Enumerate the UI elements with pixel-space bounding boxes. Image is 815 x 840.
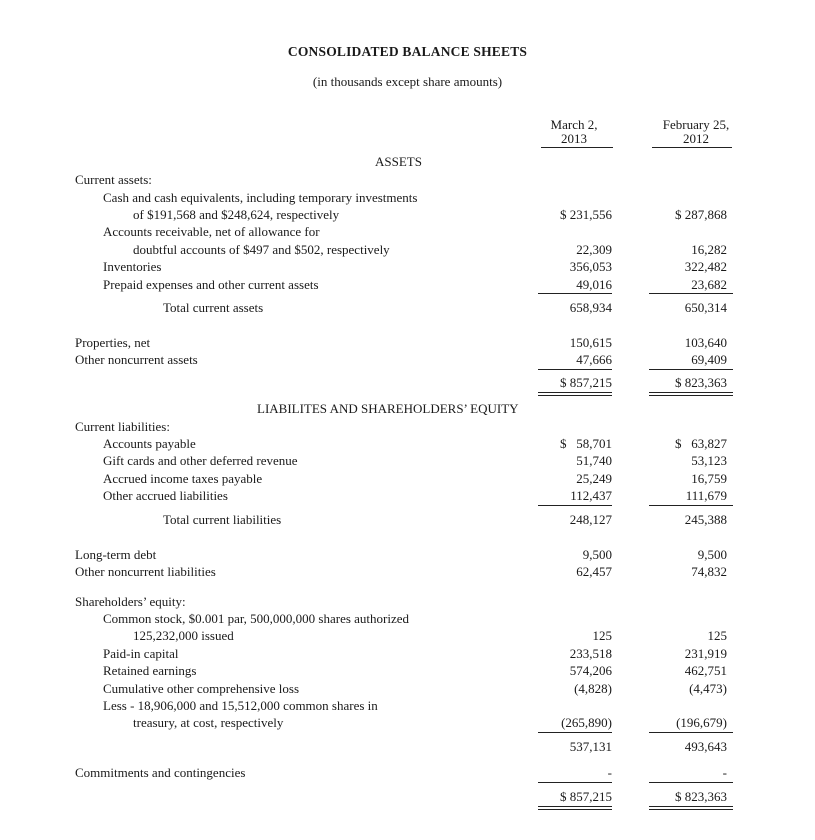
commitments-2013: - (607, 765, 612, 780)
column-header-2012-line2: 2012 (683, 131, 709, 146)
total-assets-2012: $ 823,363 (675, 375, 727, 390)
properties-label: Properties, net (75, 335, 151, 350)
ap-label: Accounts payable (103, 436, 196, 451)
treasury-label-line1: Less - 18,906,000 and 15,512,000 common shares in (103, 698, 378, 713)
other-noncurrent-assets-2013: 47,666 (576, 352, 612, 367)
aocl-label: Cumulative other comprehensive loss (103, 681, 300, 696)
current-liabilities-label: Current liabilities: (75, 419, 170, 434)
column-header-2013-line1: March 2, (550, 117, 598, 132)
total-current-assets-label: Total current assets (163, 300, 264, 315)
common-stock-2012: 125 (707, 628, 727, 643)
total-liabilities-equity-2012: $ 823,363 (675, 789, 727, 804)
long-term-debt-label: Long-term debt (75, 547, 157, 562)
aocl-2013: (4,828) (574, 681, 612, 696)
treasury-label-line2: treasury, at cost, respectively (133, 715, 284, 730)
other-noncurrent-liabilities-2012: 74,832 (691, 564, 727, 579)
column-header-2013-line2: 2013 (561, 131, 587, 146)
prepaid-2013: 49,016 (576, 277, 612, 292)
ar-2013: 22,309 (576, 242, 612, 257)
page-title: CONSOLIDATED BALANCE SHEETS (287, 44, 528, 59)
subtotal-rule (538, 732, 612, 733)
total-double-rule (538, 392, 612, 396)
ar-label-line1: Accounts receivable, net of allowance for (103, 224, 320, 239)
gift-cards-2012: 53,123 (691, 453, 727, 468)
subtotal-rule (649, 732, 733, 733)
inventories-2012: 322,482 (684, 259, 727, 274)
subtotal-rule (538, 369, 612, 370)
total-double-rule (649, 392, 733, 396)
other-noncurrent-assets-2012: 69,409 (691, 352, 727, 367)
total-current-liabilities-2012: 245,388 (684, 512, 727, 527)
total-current-liabilities-2013: 248,127 (569, 512, 612, 527)
subtotal-rule (538, 782, 612, 783)
column-header-2012-underline (652, 147, 732, 148)
inventories-label: Inventories (103, 259, 162, 274)
total-double-rule (649, 806, 733, 810)
ap-2013: $ 58,701 (560, 436, 612, 451)
cash-2012: $ 287,868 (675, 207, 727, 222)
accrued-tax-2013: 25,249 (576, 471, 612, 486)
retained-earnings-2012: 462,751 (684, 663, 727, 678)
other-accrued-label: Other accrued liabilities (103, 488, 228, 503)
other-accrued-2013: 112,437 (570, 488, 612, 503)
ar-2012: 16,282 (691, 242, 727, 257)
cash-label-line1: Cash and cash equivalents, including temporary investments (103, 190, 418, 205)
accrued-tax-2012: 16,759 (691, 471, 727, 486)
subtotal-rule (538, 293, 612, 294)
column-header-2012 (650, 118, 742, 146)
paid-in-capital-2013: 233,518 (569, 646, 612, 661)
total-equity-2012: 493,643 (684, 739, 727, 754)
total-current-assets-2013: 658,934 (569, 300, 612, 315)
total-current-assets-2012: 650,314 (684, 300, 727, 315)
inventories-2013: 356,053 (569, 259, 612, 274)
prepaid-label: Prepaid expenses and other current assets (103, 277, 319, 292)
treasury-2013: (265,890) (561, 715, 612, 730)
other-noncurrent-liabilities-2013: 62,457 (576, 564, 612, 579)
subtotal-rule (538, 505, 612, 506)
aocl-2012: (4,473) (689, 681, 727, 696)
shareholders-equity-label: Shareholders’ equity: (75, 594, 186, 609)
properties-2013: 150,615 (569, 335, 612, 350)
common-stock-2013: 125 (592, 628, 612, 643)
treasury-2012: (196,679) (676, 715, 727, 730)
other-noncurrent-liabilities-label: Other noncurrent liabilities (75, 564, 216, 579)
other-noncurrent-assets-label: Other noncurrent assets (75, 352, 198, 367)
paid-in-capital-label: Paid-in capital (103, 646, 179, 661)
common-stock-label-line2: 125,232,000 issued (133, 628, 234, 643)
retained-earnings-label: Retained earnings (103, 663, 197, 678)
total-liabilities-equity-2013: $ 857,215 (560, 789, 612, 804)
common-stock-label-line1: Common stock, $0.001 par, 500,000,000 shares authorized (103, 611, 410, 626)
commitments-2012: - (722, 765, 727, 780)
subtotal-rule (649, 369, 733, 370)
properties-2012: 103,640 (684, 335, 727, 350)
page-subtitle: (in thousands except share amounts) (312, 74, 503, 89)
accrued-tax-label: Accrued income taxes payable (103, 471, 263, 486)
total-assets-2013: $ 857,215 (560, 375, 612, 390)
current-assets-label: Current assets: (75, 172, 152, 187)
retained-earnings-2013: 574,206 (569, 663, 612, 678)
cash-2013: $ 231,556 (560, 207, 612, 222)
gift-cards-label: Gift cards and other deferred revenue (103, 453, 298, 468)
gift-cards-2013: 51,740 (576, 453, 612, 468)
total-double-rule (538, 806, 612, 810)
commitments-label: Commitments and contingencies (75, 765, 246, 780)
paid-in-capital-2012: 231,919 (684, 646, 727, 661)
prepaid-2012: 23,682 (691, 277, 727, 292)
subtotal-rule (649, 782, 733, 783)
total-equity-2013: 537,131 (569, 739, 612, 754)
column-header-2012-line1: February 25, (662, 117, 730, 132)
cash-label-line2: of $191,568 and $248,624, respectively (133, 207, 340, 222)
ap-2012: $ 63,827 (675, 436, 727, 451)
assets-heading: ASSETS (375, 154, 422, 169)
long-term-debt-2013: 9,500 (582, 547, 612, 562)
column-header-2013 (530, 118, 618, 146)
total-current-liabilities-label: Total current liabilities (163, 512, 282, 527)
ar-label-line2: doubtful accounts of $497 and $502, respectively (133, 242, 390, 257)
liabilities-heading: LIABILITES AND SHAREHOLDERS’ EQUITY (257, 401, 519, 416)
subtotal-rule (649, 505, 733, 506)
column-header-2013-underline (541, 147, 613, 148)
other-accrued-2012: 111,679 (685, 488, 727, 503)
long-term-debt-2012: 9,500 (697, 547, 727, 562)
subtotal-rule (649, 293, 733, 294)
